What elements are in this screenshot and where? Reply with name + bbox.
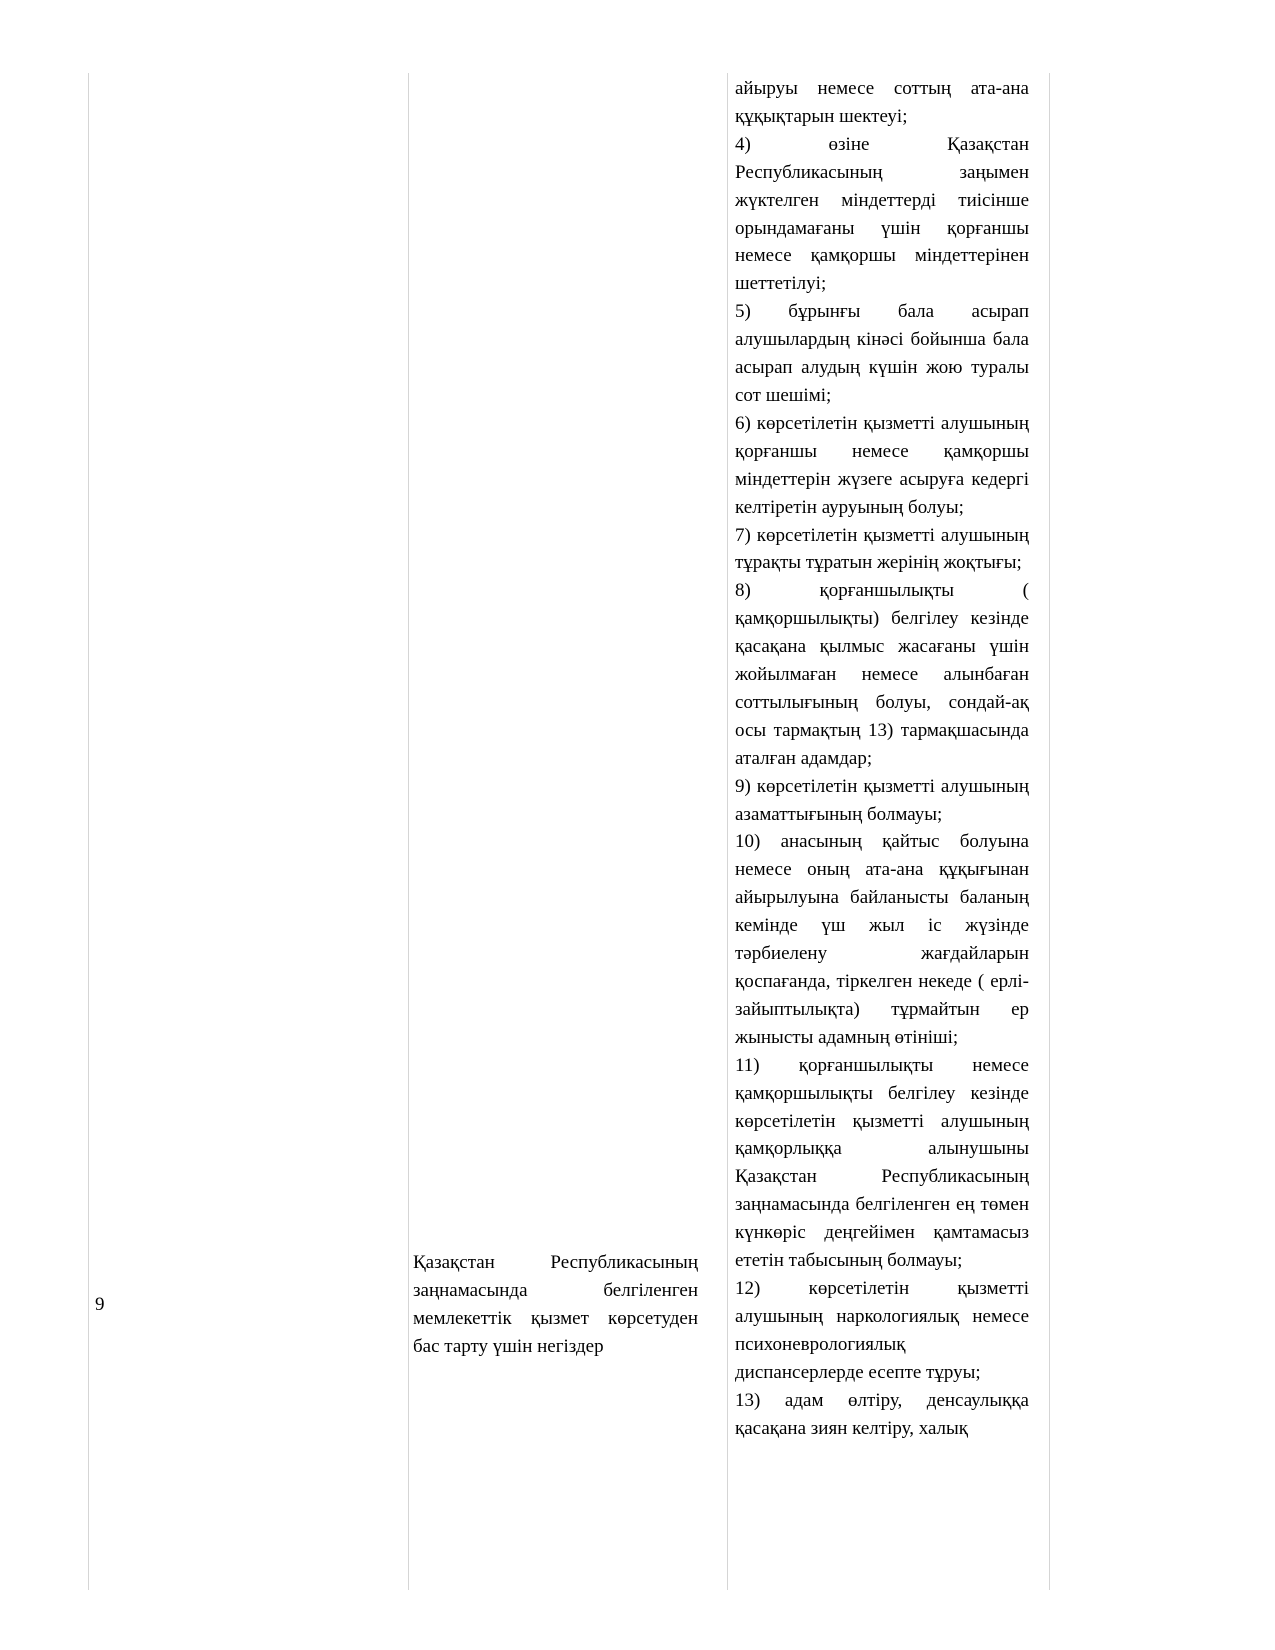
grounds-paragraph: 5) бұрынғы бала асырап алушылардың кінәсі бойынша бала асырап алудың күшін жою туралы сот шешімі; (735, 301, 1029, 406)
criterion-text: Қазақстан Республикасының заңнамасында белгіленген мемлекеттік қызмет көрсетуден бас тарту үшін негіздер (413, 1252, 698, 1357)
grounds-paragraph: 11) қорғаншылықты немесе қамқоршылықты белгілеу кезінде көрсетілетін қызметті алушының қамқорлыққа алынушыны Қазақстан Республикасының заңнамасында белгіленген ең төмен күнкөріс деңгейімен қамтамасыз ететін табысының болмауы; (735, 1054, 1029, 1272)
grounds-paragraph: 8) қорғаншылықты ( қамқоршылықты) белгілеу кезінде қасақана қылмыс жасағаны үшін жойылмаған немесе алынбаған соттылығының болуы, сондай-ақ осы тармақтың 13) тармақшасында аталған адамдар; (735, 580, 1029, 769)
grounds-paragraph: 7) көрсетілетін қызметті алушының тұрақты тұратын жерінің жоқтығы; (735, 524, 1029, 574)
table-cell-row-number (89, 73, 409, 1590)
document-table-row-fragment (88, 73, 1050, 1590)
grounds-text (735, 75, 1029, 1442)
grounds-paragraph: 13) адам өлтіру, денсаулыққа қасақана зиян келтіру, халық (735, 1389, 1029, 1439)
grounds-paragraph: 12) көрсетілетін қызметті алушының наркологиялық немесе психоневрологиялық диспансерлерде есепте тұруы; (735, 1277, 1029, 1383)
grounds-paragraph: 10) анасының қайтыс болуына немесе оның ата-ана құқығынан айырылуына байланысты баланың кемінде үш жыл іс жүзінде тәрбиелену жағдайларын қоспағанда, тіркелген некеде ( ерлі-зайыптылықта) тұрмайтын ер жынысты адамның өтініші; (735, 831, 1029, 1048)
grounds-paragraph: 9) көрсетілетін қызметті алушының азаматтығының болмауы; (735, 775, 1029, 825)
table-cell-grounds (728, 73, 1050, 1590)
grounds-paragraph: айыруы немесе соттың ата-ана құқықтарын шектеуі; (735, 78, 1029, 127)
table-cell-criterion (409, 73, 728, 1590)
row-number: 9 (95, 1294, 105, 1315)
grounds-paragraph: 4) өзіне Қазақстан Республикасының заңымен жүктелген міндеттерді тиісінше орындамағаны үшін қорғаншы немесе қамқоршы міндеттерінен шеттетілуі; (735, 133, 1029, 295)
grounds-paragraph: 6) көрсетілетін қызметті алушының қорғаншы немесе қамқоршы міндеттерін жүзеге асыруға кедергі келтіретін ауруының болуы; (735, 412, 1029, 518)
